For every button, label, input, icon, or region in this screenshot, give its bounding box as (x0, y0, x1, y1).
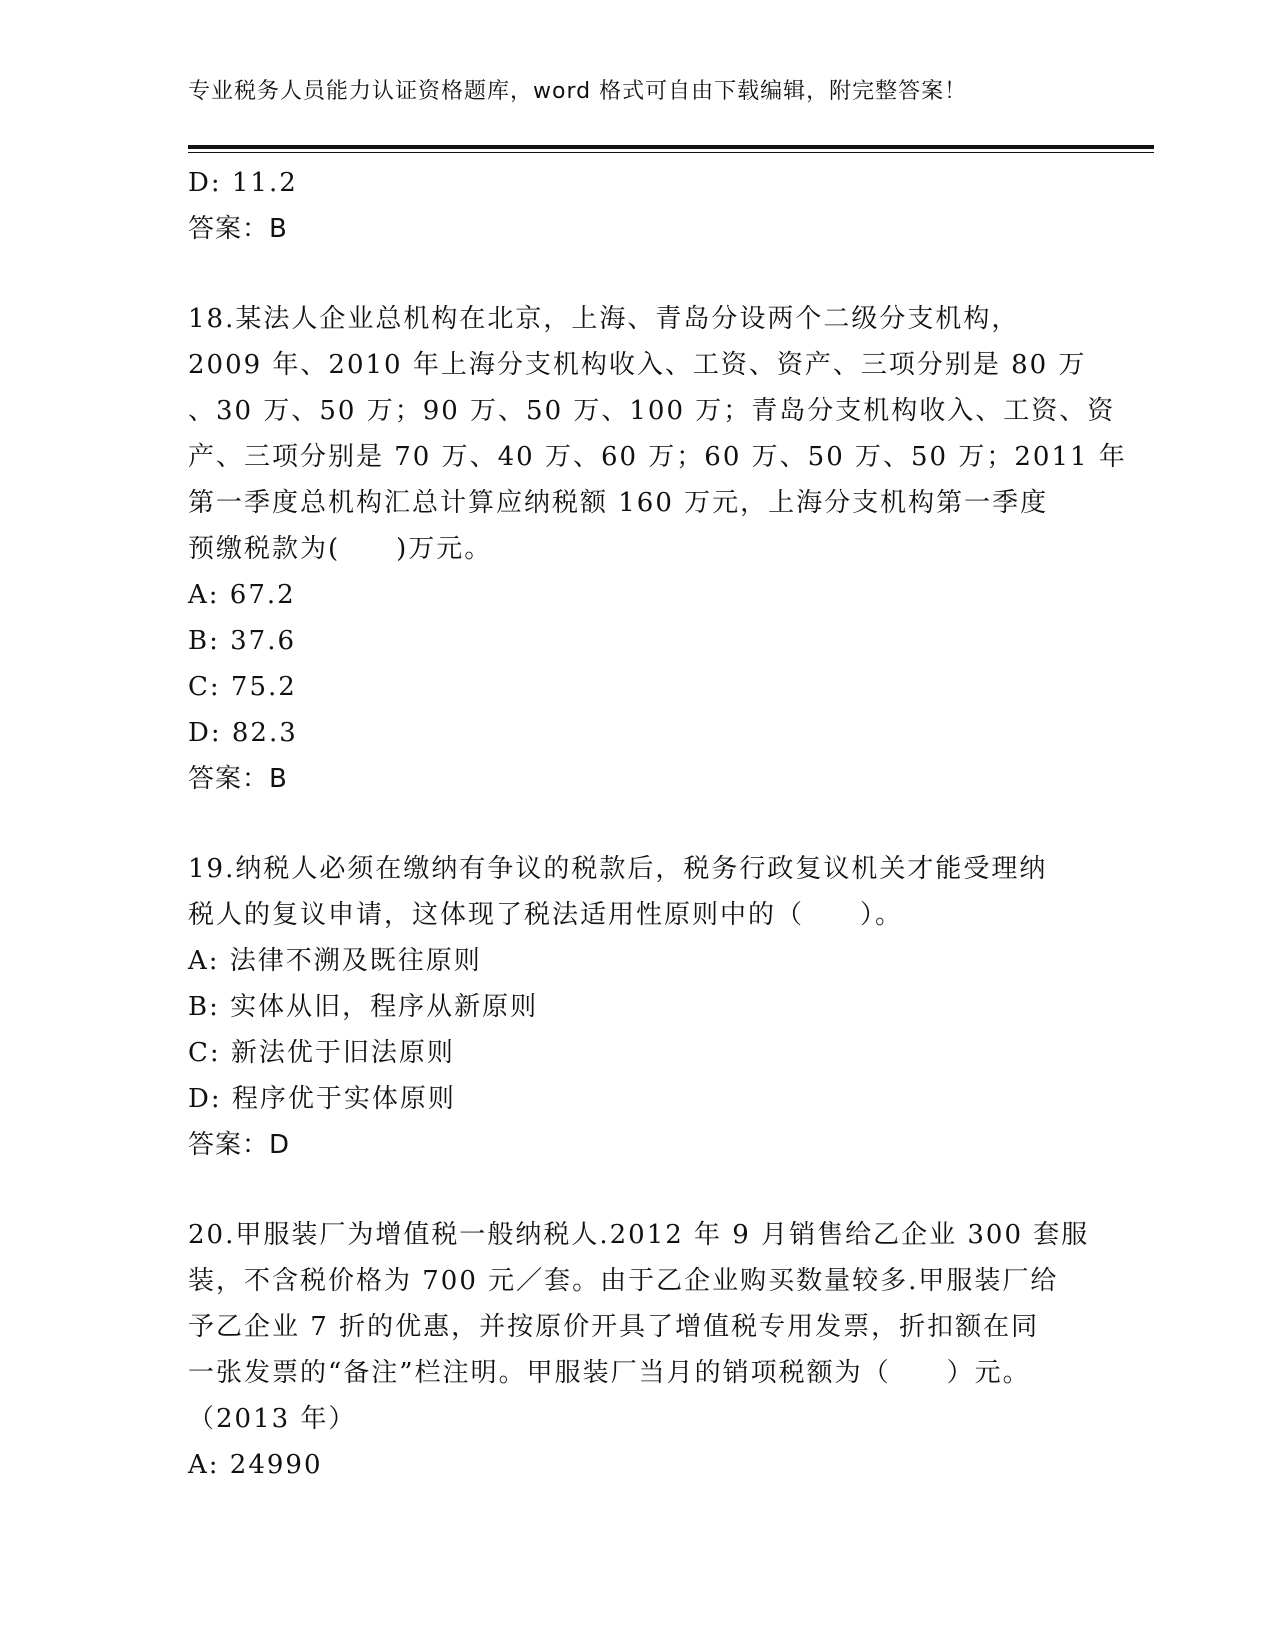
question-text-line: 18.某法人企业总机构在北京，上海、青岛分设两个二级分支机构， (188, 304, 1020, 334)
question-text-line: 2009 年、2010 年上海分支机构收入、工资、资产、三项分别是 80 万 (188, 350, 1087, 380)
question-text-line: 预缴税款为( )万元。 (188, 534, 493, 564)
spacer (188, 252, 1088, 296)
spacer (188, 802, 1088, 846)
question-text-line: 一张发票的“备注”栏注明。甲服装厂当月的销项税额为（ ）元。 (188, 1358, 1031, 1388)
question-19 (188, 846, 1088, 1168)
option-b: B: 37.6 (188, 626, 297, 656)
question-text-line: 装，不含税价格为 700 元／套。由于乙企业购买数量较多.甲服装厂给 (188, 1266, 1059, 1296)
question-text-line: 予乙企业 7 折的优惠，并按原价开具了增值税专用发票，折扣额在同 (188, 1312, 1040, 1342)
question-text-line: 产、三项分别是 70 万、40 万、60 万；60 万、50 万、50 万；2011 年 (188, 442, 1127, 472)
question-text-line: 19.纳税人必须在缴纳有争议的税款后，税务行政复议机关才能受理纳 (188, 854, 1048, 884)
option-d: D: 82.3 (188, 718, 298, 748)
question-text-line: 第一季度总机构汇总计算应纳税额 160 万元，上海分支机构第一季度 (188, 488, 1049, 518)
option-d: D: 程序优于实体原则 (188, 1084, 456, 1114)
answer: 答案：B (188, 764, 288, 794)
question-text-line: 20.甲服装厂为增值税一般纳税人.2012 年 9 月销售给乙企业 300 套服 (188, 1220, 1090, 1250)
option-c: C: 新法优于旧法原则 (188, 1038, 455, 1068)
question-text-line: 税人的复议申请，这体现了税法适用性原则中的（ ）。 (188, 900, 904, 930)
answer: 答案：B (188, 214, 288, 244)
question-20 (188, 1212, 1088, 1488)
header-rule-thin (188, 152, 1154, 153)
option-c: C: 75.2 (188, 672, 297, 702)
question-text-line: （2013 年） (188, 1404, 357, 1434)
header-rule-thick (188, 145, 1154, 149)
answer: 答案：D (188, 1130, 291, 1160)
option-a: A: 法律不溯及既往原则 (188, 946, 482, 976)
document-body (188, 160, 1127, 1488)
page-header: 专业税务人员能力认证资格题库，word 格式可自由下载编辑，附完整答案！ (188, 79, 968, 104)
option-b: B: 实体从旧，程序从新原则 (188, 992, 539, 1022)
option-a: A: 67.2 (188, 580, 296, 610)
question-18 (188, 296, 1127, 802)
spacer (188, 1168, 1088, 1212)
option-d: D: 11.2 (188, 168, 298, 198)
option-a: A: 24990 (188, 1450, 323, 1480)
question-text-line: 、30 万、50 万；90 万、50 万、100 万；青岛分支机构收入、工资、资 (188, 396, 1116, 426)
